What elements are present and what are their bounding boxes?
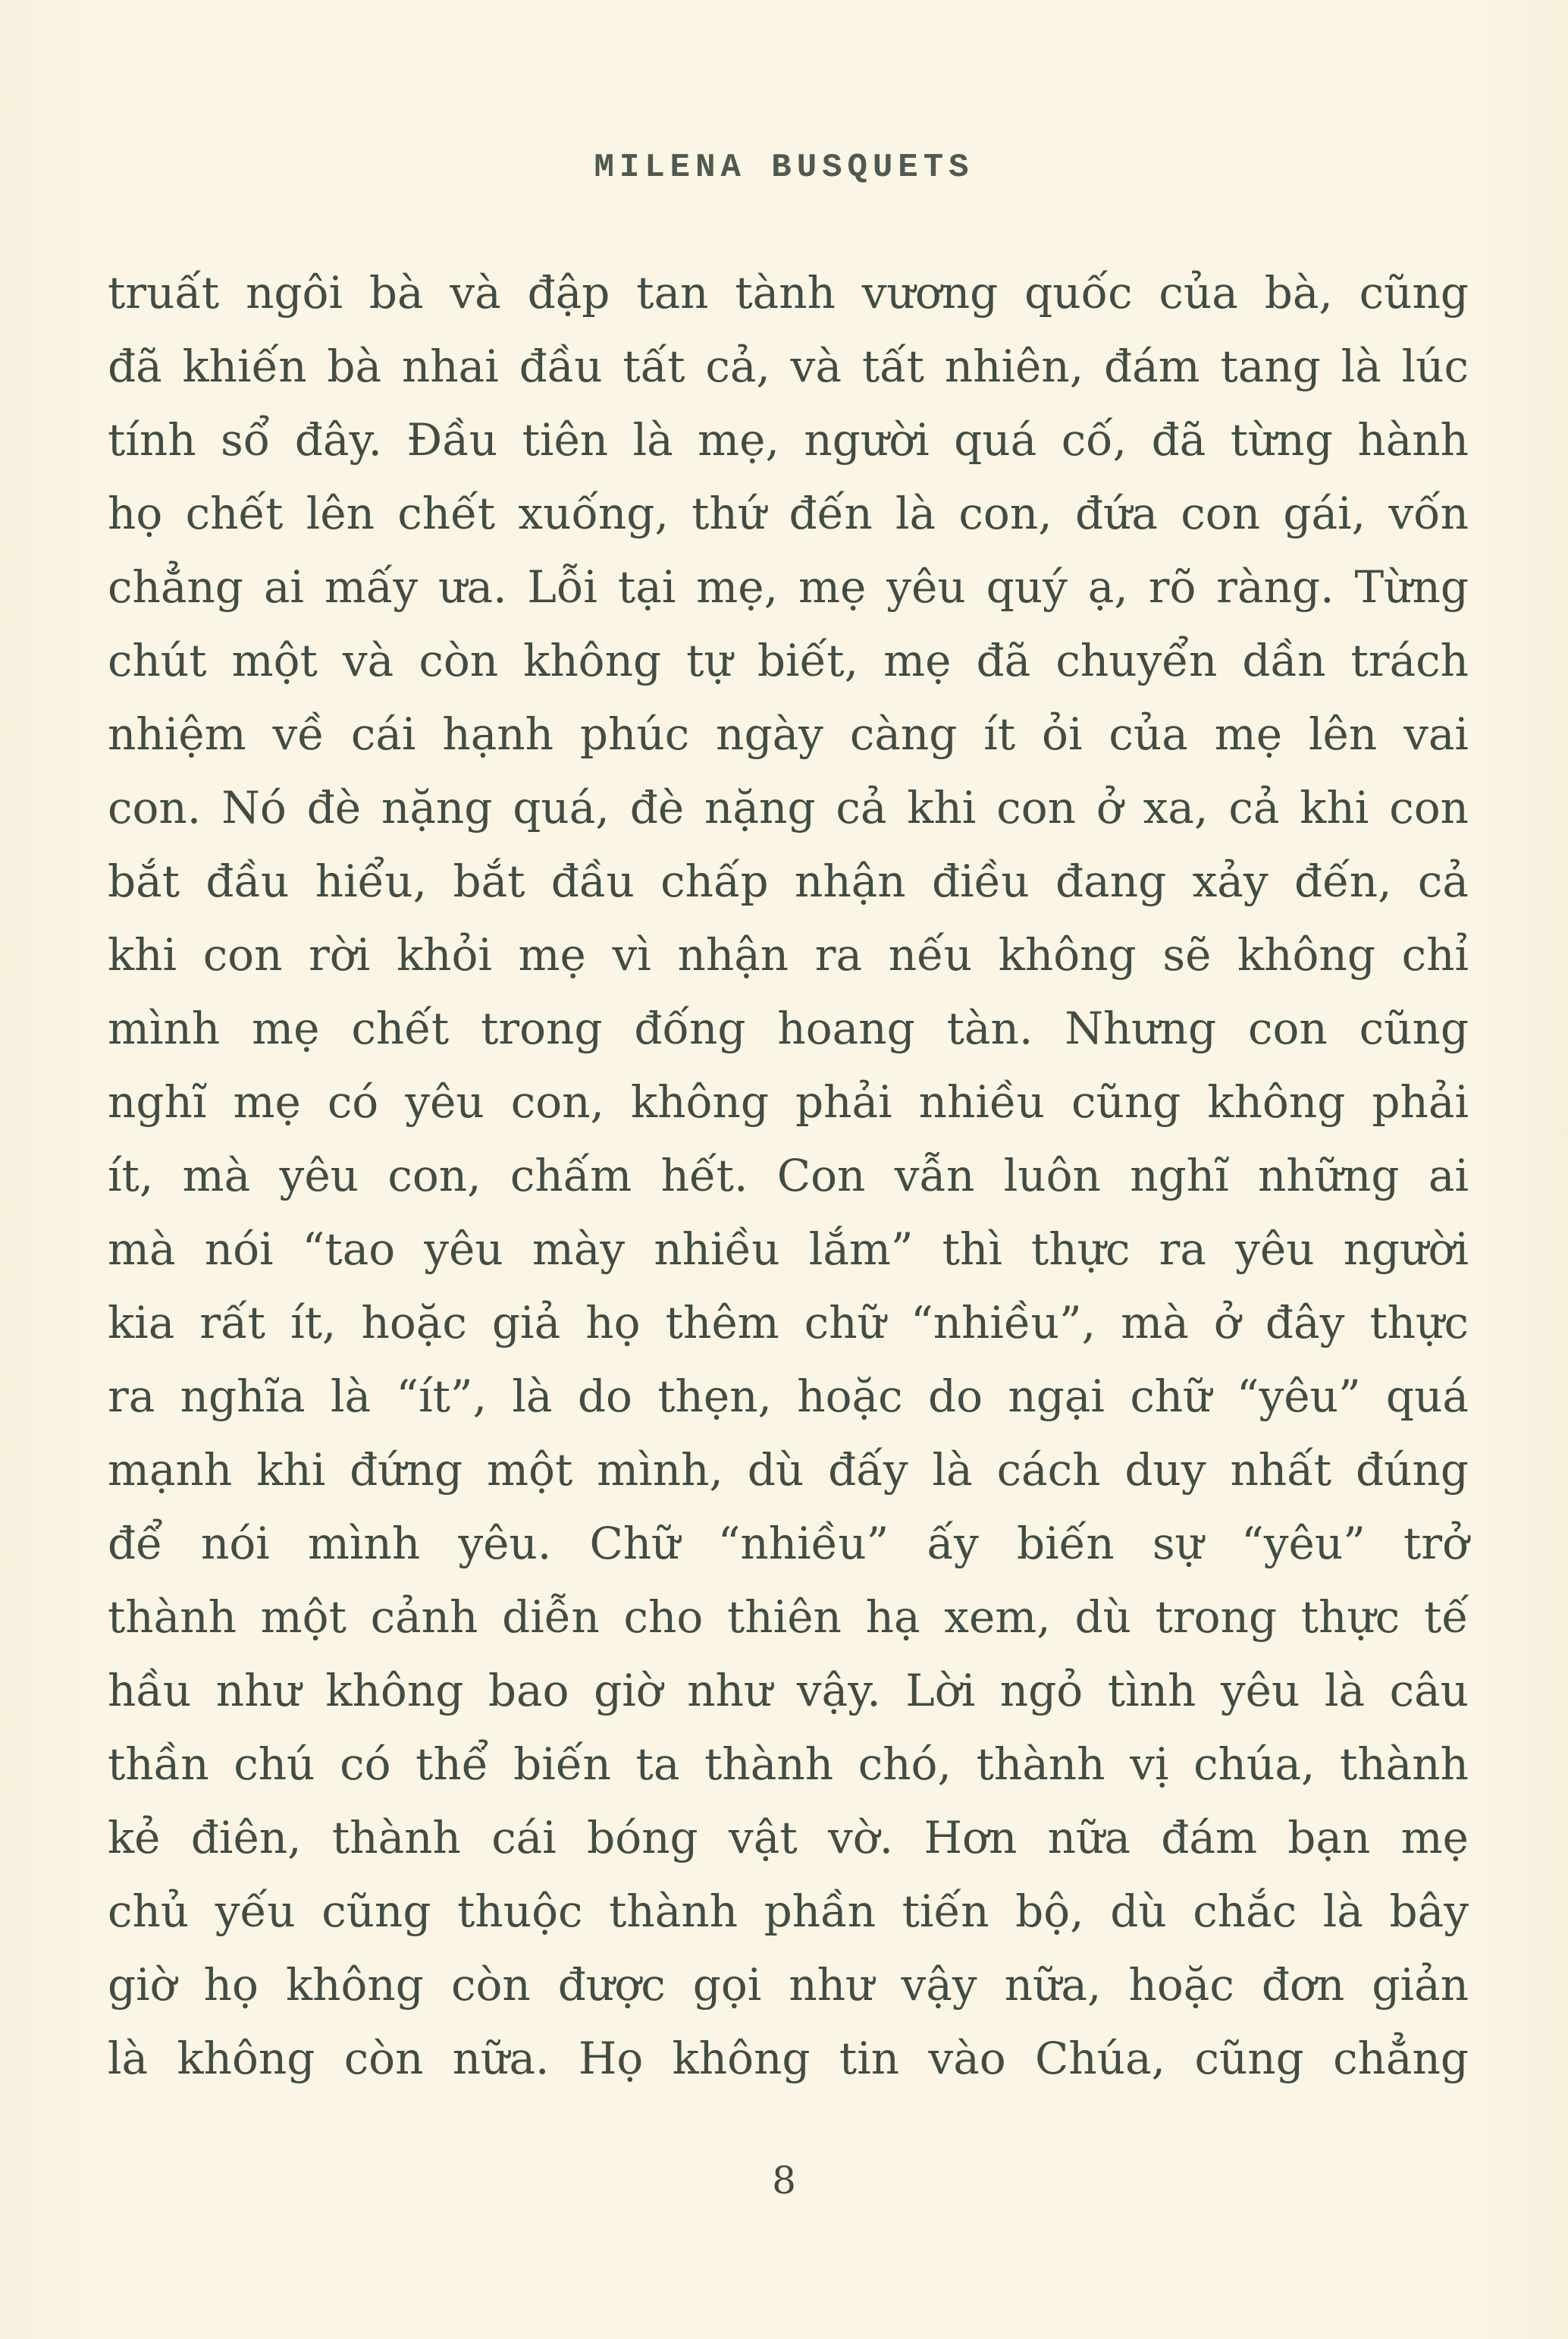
text-line: chẳng ai mấy ưa. Lỗi tại mẹ, mẹ yêu quý ạ, rõ ràng. Từng <box>108 561 1469 613</box>
text-line: truất ngôi bà và đập tan tành vương quốc của bà, cũng <box>108 267 1469 319</box>
text-line: tính sổ đây. Đầu tiên là mẹ, người quá cố, đã từng hành <box>108 414 1469 466</box>
text-line: thần chú có thể biến ta thành chó, thành vị chúa, thành <box>108 1738 1469 1790</box>
body-text-block <box>108 256 1469 2096</box>
text-line: nghĩ mẹ có yêu con, không phải nhiều cũng không phải <box>108 1076 1469 1128</box>
text-line: mạnh khi đứng một mình, dù đấy là cách duy nhất đúng <box>108 1444 1469 1496</box>
text-line: khi con rời khỏi mẹ vì nhận ra nếu không sẽ không chỉ <box>108 929 1469 981</box>
page-number: 8 <box>772 2158 796 2202</box>
text-line: chủ yếu cũng thuộc thành phần tiến bộ, dù chắc là bây <box>108 1885 1469 1937</box>
text-line: hầu như không bao giờ như vậy. Lời ngỏ tình yêu là câu <box>108 1665 1469 1716</box>
running-header: MILENA BUSQUETS <box>594 149 974 187</box>
text-line: nhiệm về cái hạnh phúc ngày càng ít ỏi của mẹ lên vai <box>108 708 1469 760</box>
text-line: ít, mà yêu con, chấm hết. Con vẫn luôn nghĩ những ai <box>108 1150 1469 1201</box>
text-line: là không còn nữa. Họ không tin vào Chúa, cũng chẳng <box>108 2033 1469 2084</box>
text-line: để nói mình yêu. Chữ “nhiều” ấy biến sự “yêu” trở <box>108 1518 1469 1569</box>
text-line: mình mẹ chết trong đống hoang tàn. Nhưng con cũng <box>108 1003 1469 1054</box>
text-line: bắt đầu hiểu, bắt đầu chấp nhận điều đang xảy đến, cả <box>108 856 1469 907</box>
text-line: mà nói “tao yêu mày nhiều lắm” thì thực ra yêu người <box>108 1223 1469 1275</box>
text-line: thành một cảnh diễn cho thiên hạ xem, dù trong thực tế <box>108 1591 1469 1643</box>
text-line: kẻ điên, thành cái bóng vật vờ. Hơn nữa đám bạn mẹ <box>108 1812 1469 1863</box>
text-line: con. Nó đè nặng quá, đè nặng cả khi con ở xa, cả khi con <box>108 782 1469 834</box>
text-line: chút một và còn không tự biết, mẹ đã chuyển dần trách <box>108 635 1469 686</box>
text-line: ra nghĩa là “ít”, là do thẹn, hoặc do ngại chữ “yêu” quá <box>108 1370 1469 1422</box>
text-line: đã khiến bà nhai đầu tất cả, và tất nhiên, đám tang là lúc <box>108 341 1469 392</box>
text-line: họ chết lên chết xuống, thứ đến là con, đứa con gái, vốn <box>108 488 1469 539</box>
text-line: kia rất ít, hoặc giả họ thêm chữ “nhiều”, mà ở đây thực <box>108 1297 1469 1348</box>
text-line: giờ họ không còn được gọi như vậy nữa, hoặc đơn giản <box>108 1959 1469 2011</box>
